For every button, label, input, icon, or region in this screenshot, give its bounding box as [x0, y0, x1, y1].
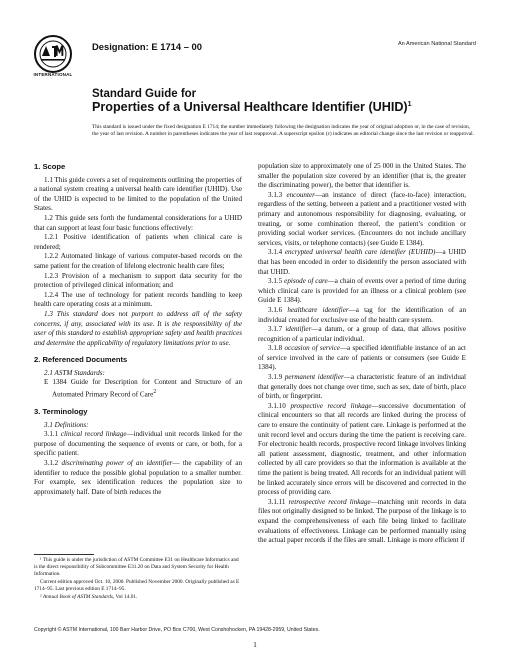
def-3-1-8 [258, 344, 466, 373]
def-text: —individual unit records linked for the purpose of documenting the sequence of events or care, or both, for a specific patient. [34, 430, 242, 458]
def-term: clinical record linkage [60, 430, 127, 439]
right-column [258, 162, 466, 546]
def-3-1-3 [258, 191, 466, 249]
para-1-2: 1.2 This guide sets forth the fundamental considerations for a UHID that can support at least four basic functions effectively: [34, 213, 242, 232]
footnote-1: ¹ This guide is under the jurisdiction of ASTM Committee E31 on Healthcare Informatics and is the direct responsibility of Subcommittee E31.20 on Data and System Security for Health Information. [34, 557, 239, 577]
def-number: 3.1.1 [44, 430, 59, 439]
def-number: 3.1.9 [268, 373, 283, 382]
def-3-1-11 [258, 498, 466, 546]
def-number: 3.1.4 [268, 248, 283, 257]
def-term: discriminating power of an identifier [61, 458, 173, 467]
scope-heading: 1. Scope [34, 162, 66, 171]
footnote-2-title: Annual Book of ASTM Standards [42, 593, 113, 600]
para-1-2-3: 1.2.3 Provision of a mechanism to support data security for the protection of privileged clinical information; and [34, 271, 242, 290]
para-1-2-2: 1.2.2 Automated linkage of various computer-based records on the same patient for the creation of lifelong electronic health care files; [34, 252, 242, 270]
standard-tag: An American National Standard [397, 41, 476, 47]
def-text: — the capability of an identifier to reduce the possible global population to a smaller number. For example, sex identification reduces the population size to approximately half. Date of birth reduces the [34, 458, 242, 496]
def-text: —matching unit records in data files not originally designed to be linked. The purpose of the linkage is to expand the comprehensiveness of each file being linked to facilitate evaluations of effectiveness. Linkage can be performed manually using the actual paper records if the files are small. Linkage is more efficient if [258, 497, 466, 545]
def-term: healthcare identifier [287, 305, 349, 314]
footnote-2-mark: ² [40, 593, 42, 600]
def-text: —a tag for the identification of an individual created for exclusive use of the health care system. [258, 305, 466, 324]
left-column [34, 162, 242, 497]
def-number: 3.1.6 [268, 305, 283, 314]
footnote-2-volume: , Vol 14.01. [112, 593, 138, 600]
issue-note: This standard is issued under the fixed designation E 1714; the number immediately following the designation indicates the year of original adoption or, in the case of revision, the year of last revision. A number in parentheses indicates the year of last reapproval. A superscript epsilon (ε) indicates an editorial change since the last revision or reapproval. [92, 124, 475, 138]
def-number: 3.1.2 [44, 458, 59, 467]
def-3-1-2 [34, 459, 242, 497]
footnote-rule [34, 554, 94, 555]
def-term: retrospective record linkage [288, 497, 371, 506]
title-footnote-mark: 1 [407, 100, 412, 108]
para-3-1: 3.1 Definitions: [44, 420, 89, 429]
def-3-1-4 [258, 248, 466, 277]
def-term: encrypted universal health care identifier (EUHID) [284, 248, 436, 257]
def-term: encounter [286, 190, 315, 199]
para-1-2-1: 1.2.1 Positive identification of patients when clinical care is rendered; [34, 233, 242, 251]
refs-heading: 2. Referenced Documents [34, 355, 128, 365]
def-number: 3.1.3 [268, 190, 283, 199]
def-term: prospective record linkage [290, 401, 372, 410]
ref-e1384-text: E 1384 Guide for Description for Content and Structure of an Automated Primary Record of Care [44, 378, 242, 399]
def-3-1-7 [258, 325, 466, 344]
def-number: 3.1.10 [268, 401, 286, 410]
def-number: 3.1.7 [268, 325, 283, 334]
def-3-1-10 [258, 402, 466, 498]
def-text: —a datum, or a group of data, that allows positive recognition of a particular individual. [258, 325, 466, 343]
page-number: 1 [253, 640, 257, 649]
def-3-1-1 [34, 430, 242, 459]
def-term: episode of care [284, 277, 328, 286]
def-3-1-6 [258, 306, 466, 325]
def-term: occasion of service [284, 344, 340, 353]
ref-e1384 [34, 378, 242, 400]
footnote-1-edition: Current edition approved Oct. 10, 2000. Published November 2000. Originally published as E 1714–95. Last previous edition E 1714–95. [34, 578, 240, 592]
para-1-3: 1.3 This standard does not purport to address all of the safety concerns, if any, associated with its use. It is the responsibility of the user of this standard to establish appropriate safety and health practices and determine the applicability of regulatory limitations prior to use. [34, 309, 242, 347]
def-text: —a characteristic feature of an individual that generally does not change over time, such as sex, date of birth, place of birth, or fingerprint. [258, 373, 466, 401]
def-text: —a specified identifiable instance of an act of service involved in the care of patients or consumers (see Guide E 1384). [258, 344, 467, 372]
def-number: 3.1.5 [268, 277, 283, 286]
footnote-2 [34, 594, 242, 601]
designation: Designation: E 1714 – 00 [92, 41, 202, 52]
para-1-1: 1.1 This guide covers a set of requirements outlining the properties of a national system creating a universal health care identifier (UHID). Use of the UHID is expected to be limited to the population of the United States. [34, 175, 242, 213]
def-text: —a chain of events over a period of time during which clinical care is provided for an illness or a clinical problem (see Guide E 1384). [258, 277, 466, 305]
def-term: permanent identifier [284, 373, 344, 382]
def-3-1-9 [258, 373, 466, 402]
def-3-1-5 [258, 277, 466, 306]
terminology-heading: 3. Terminology [34, 407, 88, 417]
def-term: identifier [285, 325, 312, 334]
para-1-2-4: 1.2.4 The use of technology for patient records handling to keep health care operating costs at a minimum. [34, 290, 242, 309]
def-text: —successive documentation of clinical encounters so that all records are linked during the process of care to ensure the continuity of patient care. Linkage is performed at the unit record level and occurs during the time the patient is receiving care. For electronic health records, prospective record linkage involves linking all patient assessment, diagnostic, treatment, and other information collected by all care providers so that the information is available at the time the patient is being treated. All records for an individual patient will be linked accurately since errors will be discovered and corrected in the process of providing care. [258, 401, 466, 497]
copyright-notice: Copyright © ASTM International, 100 Barr Harbor Drive, PO Box C700, West Conshohocken, PA 19428-2959, United States. [34, 627, 320, 633]
def-text: —an instance of direct (face-to-face) interaction, regardless of the setting, between a patient and a practitioner vested with primary and autonomous responsibility for diagnosing, evaluating, or treating, or some combination thereof, the patient’s condition or providing social worker services. (Encounters do not include ancillary services, visits, or telephone contacts) (see Guide E 1384). [258, 190, 466, 247]
logo-caption: INTERNATIONAL [33, 72, 73, 77]
astm-logo [33, 34, 73, 74]
def-text: —a UHID that has been encoded in order to disidentify the person associated with that UHID. [258, 248, 466, 276]
continued-text: population size to approximately one of 25 000 in the United States. The smaller the population size covered by an identifier (that is, the greater the discriminating power), the better that identifier is. [258, 162, 466, 190]
para-2-1: 2.1 ASTM Standards: [44, 368, 105, 377]
def-number: 3.1.11 [268, 497, 286, 506]
ref-e1384-mark: 2 [153, 389, 157, 396]
document-type: Standard Guide for [92, 88, 197, 100]
document-title [92, 100, 412, 114]
footnotes [34, 557, 242, 602]
document-title-text: Properties of a Universal Healthcare Identifier (UHID) [92, 100, 408, 114]
def-number: 3.1.8 [268, 344, 283, 353]
